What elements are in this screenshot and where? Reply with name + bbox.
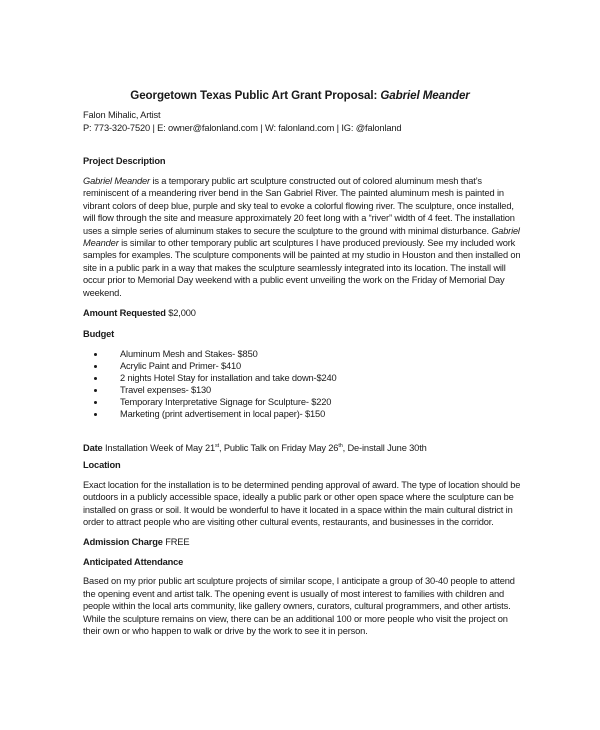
location-heading: Location [83,460,121,470]
amount-value: $2,000 [168,308,196,318]
line-text: uses a simple series of aluminum stakes to secure the sculpture to the ground with minimal disturbance. [83,226,492,236]
admission-label: Admission Charge [83,537,163,547]
paragraph-line: their own or who happen to walk or drive by the work to see it in person. [83,626,368,636]
paragraph-line: installed on grass or soil. It would be wonderful to have it located in a space within the main cultural district in [83,505,513,515]
paragraph-line [83,225,520,237]
admission-charge [83,536,189,548]
work-title: Gabriel Meander [83,176,150,186]
bullet-icon [94,389,97,392]
date-text: Installation Week of May 21 [105,443,215,453]
budget-heading: Budget [83,329,115,339]
line-text: is similar to other temporary public art sculptures I have produced previously. See my included work [118,238,516,248]
date-label: Date [83,443,103,453]
amount-label: Amount Requested [83,308,166,318]
paragraph-line: reminiscent of a meandering river bend in the San Gabriel River. The painted aluminum mesh is painted in [83,188,504,198]
paragraph-line: Exact location for the installation is to be determined pending approval of award. The type of location should be [83,480,521,490]
paragraph-line: Based on my prior public art sculpture projects of similar scope, I anticipate a group of 30-40 people to attend [83,576,515,586]
paragraph-line: order to attract people who are visiting other cultural events, restaurants, and businesses in the corridor. [83,517,494,527]
date-line [83,440,427,454]
amount-requested [83,307,196,319]
date-suffix: st [214,443,219,449]
budget-item: Temporary Interpretative Signage for Sculpture- $220 [120,397,332,407]
paragraph-line: people within the local arts community, like gallery owners, curators, cultural programmers, and other artists. [83,601,511,611]
date-text: , De-install June 30th [342,443,427,453]
paragraph-line: vibrant colors of deep blue, purple and sky teal to evoke a colorful flowing river. The sculpture, once installed, [83,201,514,211]
budget-item: Acrylic Paint and Primer- $410 [120,361,242,371]
attendance-heading: Anticipated Attendance [83,557,184,567]
bullet-icon [94,401,97,404]
paragraph-line [83,175,482,187]
bullet-icon [94,413,97,416]
paragraph-line: weekend. [83,288,122,298]
contact-details: P: 773-320-7520 | E: owner@falonland.com | W: falonland.com | IG: @falonland [83,123,402,133]
paragraph-line: will flow through the site and measure approximately 20 feet long with a “river” width of 4 feet. The installation [83,213,515,223]
admission-value: FREE [165,537,190,547]
paragraph-line: outdoors in a publicly accessible space, ideally a public park or other open space where the sculpture can be [83,492,514,502]
line-text: is a temporary public art sculpture constructed out of colored aluminum mesh that’s [150,176,482,186]
paragraph-line: site in a public park in a way that makes the sculpture seamlessly integrated into its location. The install will [83,263,506,273]
bullet-icon [94,353,97,356]
work-title: Meander [83,238,119,248]
paragraph-line: the opening event and artist talk. The opening event is usually of most interest to families with children and [83,589,505,599]
date-text: , Public Talk on Friday May 26 [218,443,339,453]
bullet-icon [94,365,97,368]
paragraph-line [83,237,515,249]
date-suffix: th [338,443,343,449]
budget-item: Travel expenses- $130 [120,385,212,395]
bullet-icon [94,377,97,380]
title-work-name: Gabriel Meander [380,89,470,102]
paragraph-line: While the sculpture remains on view, there can be an additional 100 or more people who visit the project on [83,614,508,624]
work-title: Gabriel [491,226,520,236]
document-title [0,90,600,102]
budget-item: Aluminum Mesh and Stakes- $850 [120,349,258,359]
project-description-heading: Project Description [83,156,166,166]
budget-item: 2 nights Hotel Stay for installation and take down-$240 [120,373,337,383]
title-text: Georgetown Texas Public Art Grant Proposal: [130,89,378,102]
artist-name: Falon Mihalic, Artist [83,110,161,120]
paragraph-line: samples for examples. The sculpture components will be painted at my studio in Houston and then installed on [83,250,521,260]
paragraph-line: occur prior to Memorial Day weekend with a public event unveiling the work on the Friday of Memorial Day [83,275,505,285]
budget-item: Marketing (print advertisement in local paper)- $150 [120,409,326,419]
